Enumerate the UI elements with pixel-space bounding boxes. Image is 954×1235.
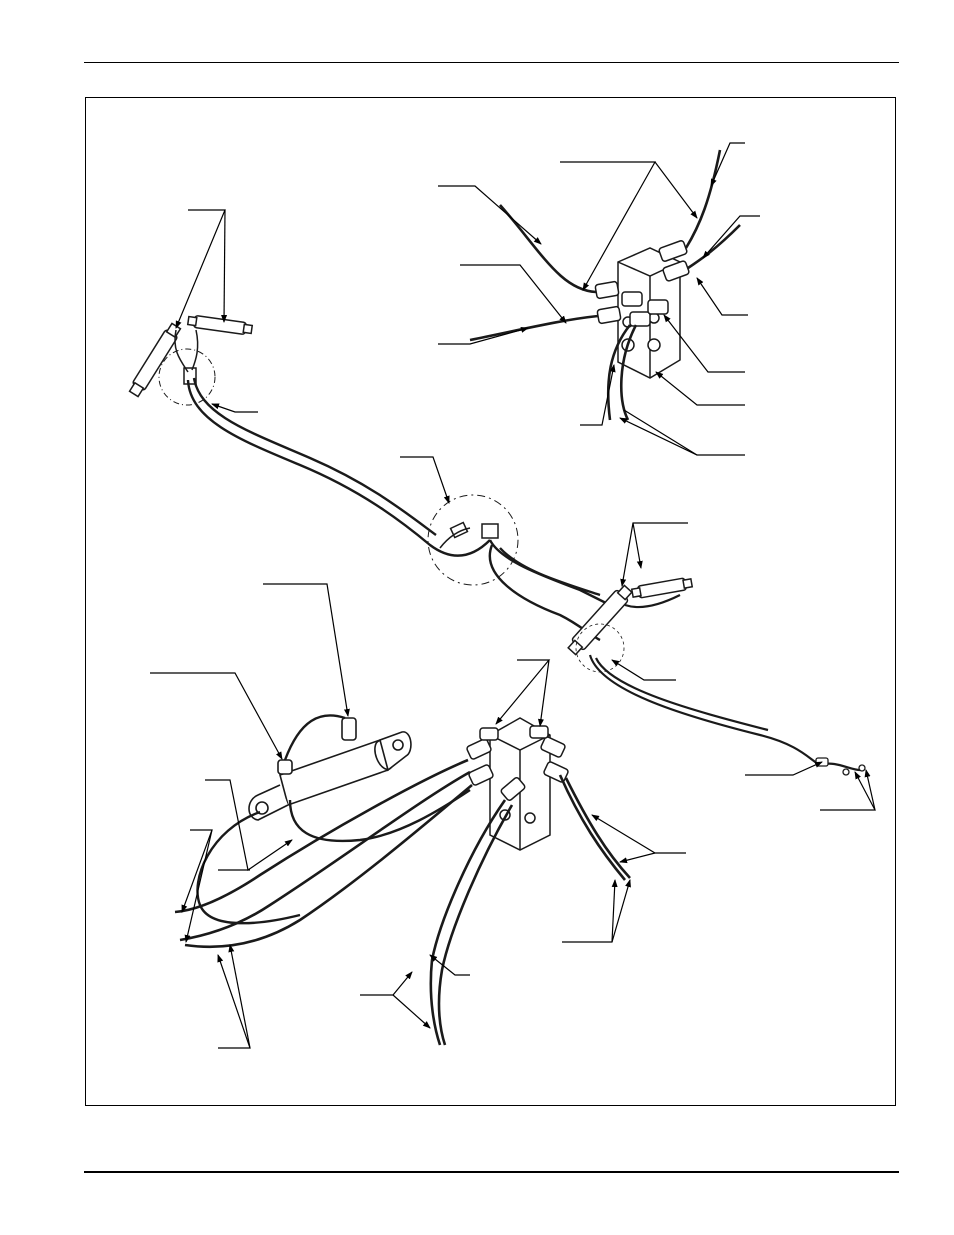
lift-return-hose <box>198 812 301 923</box>
long-hose-run-upper <box>188 378 490 556</box>
end-fittings-right <box>816 758 865 775</box>
lift-cylinder <box>249 718 411 820</box>
valve-bottom-hoses <box>175 760 630 1045</box>
right-lower-hose-run <box>590 595 860 770</box>
middle-connectors <box>440 523 498 548</box>
right-cylinder-assembly <box>566 577 693 657</box>
footer-rule <box>84 1171 899 1173</box>
detail-circle-middle <box>428 495 518 585</box>
valve-block-top <box>595 240 690 378</box>
valve-block-bottom <box>466 718 569 850</box>
left-cylinder-assembly <box>128 315 253 398</box>
